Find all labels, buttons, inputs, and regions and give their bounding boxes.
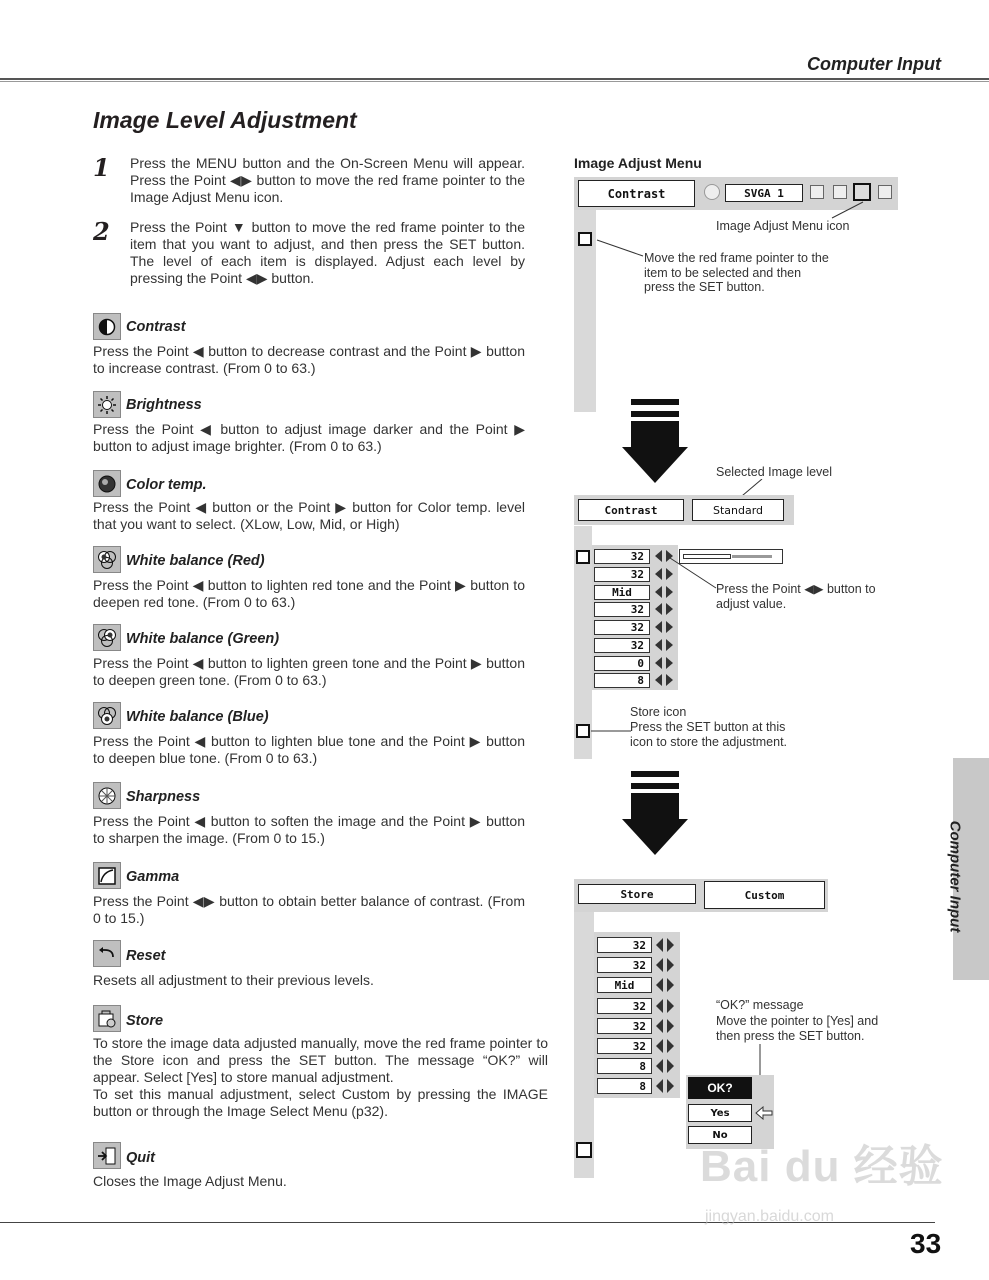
menu1-source-label: SVGA 1: [725, 184, 803, 202]
menu1-item-label: Contrast: [578, 180, 695, 207]
ok-message: OK?: [688, 1077, 752, 1099]
store-icon: [93, 1005, 121, 1032]
contrast-title: Contrast: [126, 319, 186, 335]
store-title: Store: [126, 1013, 164, 1029]
contrast-body: Press the Point ◀ button to decrease contrast and the Point ▶ button to increase contrast. (From 0 to 63.): [93, 343, 525, 376]
menu3-value-gamma[interactable]: 8: [597, 1078, 652, 1094]
arrow2-bar-2: [631, 783, 679, 789]
menu1-icon-c: [833, 185, 847, 199]
step-2-text: Press the Point ▼ button to move the red frame pointer to the item that you want to adjust, and then press the SET button. The level of each item is displayed. Adjust each level by pressing the Point ◀▶ button.: [130, 219, 525, 286]
reset-icon: [93, 940, 121, 967]
yes-button[interactable]: Yes: [688, 1104, 752, 1122]
color-temp-icon: [93, 470, 121, 497]
menu3-value-wb-red[interactable]: 32: [597, 998, 652, 1014]
menu2-value-wb-red[interactable]: 32: [594, 602, 650, 617]
watermark-brand: Bai du 经验: [700, 1142, 944, 1191]
arrow1-down-icon: [622, 421, 688, 485]
gamma-body: Press the Point ◀▶ button to obtain better balance of contrast. (From 0 to 15.): [93, 893, 525, 926]
no-button[interactable]: No: [688, 1126, 752, 1144]
top-rule: [0, 78, 989, 82]
annot-image-adjust-icon: Image Adjust Menu icon: [716, 219, 850, 233]
side-tab-label: Computer Input: [946, 820, 964, 933]
white-balance-red-icon: [93, 546, 121, 573]
brightness-title: Brightness: [126, 397, 202, 413]
brightness-body: Press the Point ◀ button to adjust image darker and the Point ▶ button to adjust image brighter. (From 0 to 63.): [93, 421, 525, 454]
step-2-number: 2: [93, 217, 110, 246]
menu2-level-label: Standard: [692, 499, 784, 521]
menu3-icon-column: [574, 912, 594, 1178]
arrow1-bar-1: [631, 399, 679, 405]
white-balance-blue-title: White balance (Blue): [126, 709, 269, 725]
step-1-text: Press the MENU button and the On-Screen Menu will appear. Press the Point ◀▶ button to move the red frame pointer to the Image Adjust Menu icon.: [130, 155, 525, 205]
pointer-left-icon: [755, 1106, 773, 1120]
annot-move-pointer: Move the red frame pointer to the item to be selected and then press the SET button.: [644, 251, 829, 294]
image-adjust-menu-heading: Image Adjust Menu: [574, 155, 702, 171]
menu3-ok-callout: [757, 1044, 763, 1078]
annot-ok: Move the pointer to [Yes] and then press the SET button.: [716, 1014, 879, 1043]
page-number: 33: [910, 1228, 942, 1259]
store-body: To store the image data adjusted manually, move the red frame pointer to the Store icon and press the SET button. The message “OK?” will appear. Select [Yes] to store manual adjustment.: [93, 1035, 548, 1085]
menu2-value-brightness[interactable]: 32: [594, 567, 650, 582]
menu2-store-callout: [591, 728, 631, 734]
quit-title: Quit: [126, 1150, 155, 1166]
arrow2-bar-1: [631, 771, 679, 777]
menu1-icon-d: [878, 185, 892, 199]
white-balance-green-title: White balance (Green): [126, 631, 280, 647]
annot-point-adjust: Press the Point ◀▶ button to adjust value.: [716, 582, 876, 611]
menu2-selected-item[interactable]: [576, 550, 590, 564]
annot-ok-title: “OK?” message: [716, 998, 804, 1012]
reset-body: Resets all adjustment to their previous levels.: [93, 972, 374, 988]
sharpness-icon: [93, 782, 121, 809]
menu3-value-color-temp[interactable]: Mid: [597, 977, 652, 993]
arrow1-bar-2: [631, 411, 679, 417]
white-balance-blue-icon: [93, 702, 121, 729]
color-temp-body: Press the Point ◀ button or the Point ▶ button for Color temp. level that you want to select. (XLow, Low, Mid, or High): [93, 499, 525, 532]
menu2-value-wb-blue[interactable]: 32: [594, 638, 650, 653]
menu3-value-wb-blue[interactable]: 32: [597, 1038, 652, 1054]
menu2-item-label: Contrast: [578, 499, 684, 521]
menu3-value-contrast[interactable]: 32: [597, 937, 652, 953]
menu3-value-sharpness[interactable]: 8: [597, 1058, 652, 1074]
gamma-icon: [93, 862, 121, 889]
white-balance-red-body: Press the Point ◀ button to lighten red tone and the Point ▶ button to deepen red tone. (From 0 to 63.): [93, 577, 525, 610]
header-section-title: Computer Input: [807, 54, 941, 74]
watermark-url: jingyan.baidu.com: [705, 1208, 834, 1225]
menu2-value-color-temp[interactable]: Mid: [594, 585, 650, 600]
gamma-title: Gamma: [126, 869, 180, 885]
store-body-2: To set this manual adjustment, select Custom by pressing the IMAGE button or through the Image Select Menu (p32).: [93, 1086, 548, 1119]
white-balance-green-body: Press the Point ◀ button to lighten green tone and the Point ▶ button to deepen green tone. (From 0 to 63.): [93, 655, 525, 688]
menu2-store-icon[interactable]: [576, 724, 590, 738]
menu3-value-wb-green[interactable]: 32: [597, 1018, 652, 1034]
menu2-point-callout: [668, 556, 718, 590]
arrow2-down-icon: [622, 793, 688, 857]
menu2-value-contrast[interactable]: 32: [594, 549, 650, 564]
step-1-number: 1: [93, 153, 110, 182]
menu2-value-gamma[interactable]: 8: [594, 673, 650, 688]
page-title: Image Level Adjustment: [93, 107, 357, 133]
reset-title: Reset: [126, 948, 166, 964]
menu3-item-label: Store: [578, 884, 696, 904]
menu1-icon-b: [810, 185, 824, 199]
sharpness-body: Press the Point ◀ button to soften the image and the Point ▶ button to sharpen the image. (From 0 to 15.): [93, 813, 525, 846]
annot-selected-level: Selected Image level: [716, 465, 833, 479]
menu1-callout-lines: [595, 198, 865, 258]
menu2-value-sharpness[interactable]: 0: [594, 656, 650, 671]
menu3-adjust-arrows[interactable]: [655, 937, 675, 1097]
white-balance-green-icon: [93, 624, 121, 651]
menu3-level-label: Custom: [704, 881, 825, 909]
sharpness-title: Sharpness: [126, 789, 201, 805]
menu1-selected-item[interactable]: [578, 232, 592, 246]
menu3-value-brightness[interactable]: 32: [597, 957, 652, 973]
menu3-store-icon[interactable]: [576, 1142, 592, 1158]
annot-store: Press the SET button at this icon to store the adjustment.: [630, 720, 788, 749]
quit-icon: [93, 1142, 121, 1169]
side-tab: [946, 758, 989, 980]
contrast-icon: [93, 313, 121, 340]
annot-store-title: Store icon: [630, 705, 687, 719]
menu2-value-wb-green[interactable]: 32: [594, 620, 650, 635]
brightness-icon: [93, 391, 121, 418]
white-balance-blue-body: Press the Point ◀ button to lighten blue tone and the Point ▶ button to deepen blue tone. (From 0 to 63.): [93, 733, 525, 766]
color-temp-title: Color temp.: [126, 477, 207, 493]
white-balance-red-title: White balance (Red): [126, 553, 265, 569]
quit-body: Closes the Image Adjust Menu.: [93, 1173, 287, 1189]
